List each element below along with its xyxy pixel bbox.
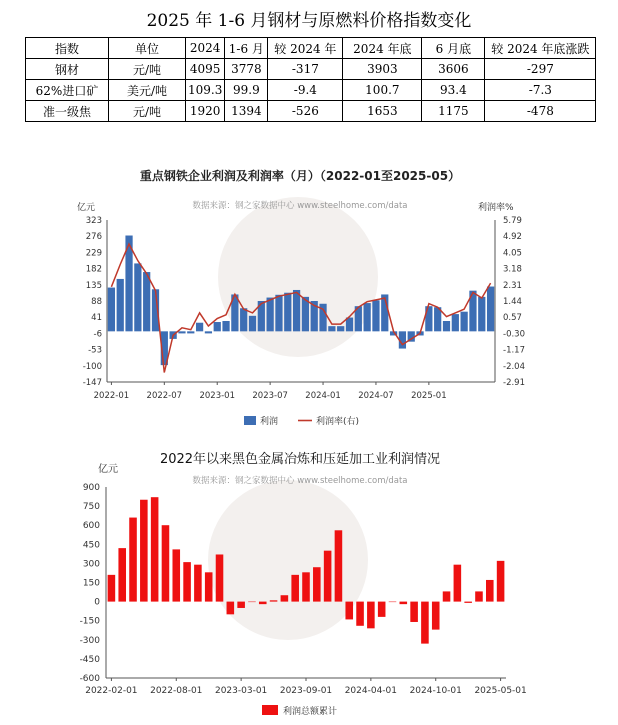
x-tick-label: 2023-01 xyxy=(199,391,235,401)
bar-profit-total xyxy=(259,602,267,605)
x-tick-label: 2022-07 xyxy=(146,391,183,401)
table-header-cell: 指数 xyxy=(26,38,109,59)
bar-profit-total xyxy=(497,561,505,602)
table-cell: 3778 xyxy=(225,59,268,80)
bar-profit-total xyxy=(248,602,256,603)
bar-profit xyxy=(284,293,291,332)
y-axis-right-label: 利润率% xyxy=(478,203,514,213)
bar-profit xyxy=(205,331,212,333)
table-header-cell: 较 2024 年底涨跌 xyxy=(485,38,596,59)
table-cell: 1920 xyxy=(186,101,225,122)
bar-profit-total xyxy=(313,567,321,601)
bar-profit-total xyxy=(237,602,245,608)
bar-profit xyxy=(364,303,371,331)
bar-profit xyxy=(478,297,485,331)
y-tick-label: 0 xyxy=(94,597,100,608)
table-cell: 钢材 xyxy=(26,59,109,80)
bar-profit-total xyxy=(400,602,408,605)
y-tick-label: 750 xyxy=(82,502,100,513)
table-cell: 元/吨 xyxy=(109,59,186,80)
bar-profit-total xyxy=(183,562,191,601)
table-cell: -478 xyxy=(485,101,596,122)
bar-profit-total xyxy=(454,565,462,602)
y-tick-label: -147 xyxy=(82,378,102,388)
bar-profit xyxy=(117,279,124,331)
bar-profit xyxy=(487,287,494,332)
chart-source: 数据来源：钢之家数据中心 www.steelhome.com/data xyxy=(192,201,408,211)
watermark-logo xyxy=(208,480,368,640)
legend-label-profit: 利润 xyxy=(260,417,279,427)
bar-profit-total xyxy=(378,602,386,617)
y-tick-label: 135 xyxy=(85,280,102,291)
bar-profit-total xyxy=(291,575,299,602)
bar-profit-total xyxy=(486,580,494,602)
bar-profit xyxy=(108,288,115,332)
table-header-cell: 1-6 月 xyxy=(225,38,268,59)
y-right-tick-label: 2.31 xyxy=(503,280,522,291)
y-tick-label: -53 xyxy=(88,345,102,356)
y-tick-label: -150 xyxy=(79,616,100,627)
industry-profit-chart xyxy=(0,443,618,725)
bar-profit-total xyxy=(216,554,224,601)
x-tick-label: 2022-01 xyxy=(93,391,130,401)
bar-profit-total xyxy=(151,497,159,601)
y-tick-label: -100 xyxy=(82,361,102,372)
y-tick-label: -450 xyxy=(79,654,100,665)
table-row xyxy=(26,59,596,80)
y-tick-label: 182 xyxy=(85,264,102,275)
y-tick-label: 229 xyxy=(85,248,102,259)
bar-profit-total xyxy=(410,602,418,622)
y-tick-label: 150 xyxy=(82,578,100,589)
legend-label-margin: 利润率(右) xyxy=(316,417,360,427)
bar-profit-total xyxy=(108,575,116,602)
y-axis-label: 亿元 xyxy=(77,203,96,213)
price-index-table xyxy=(25,37,596,122)
legend-label: 利润总额累计 xyxy=(283,707,338,717)
y-tick-label: 600 xyxy=(82,521,100,532)
bar-profit-total xyxy=(270,600,278,601)
chart-title: 重点钢铁企业利润及利润率（月）（2022-01至2025-05） xyxy=(139,169,461,183)
x-tick-label: 2024-04-01 xyxy=(344,686,398,696)
bar-profit-total xyxy=(281,595,289,601)
table-cell: 1175 xyxy=(422,101,485,122)
x-tick-label: 2023-09-01 xyxy=(279,686,333,696)
x-tick-label: 2023-07 xyxy=(252,391,288,401)
y-tick-label: 300 xyxy=(82,559,100,570)
bar-profit xyxy=(134,263,141,331)
table-cell: 99.9 xyxy=(225,80,268,101)
bar-profit xyxy=(143,272,150,331)
bar-profit-total xyxy=(162,525,170,601)
table-row xyxy=(26,80,596,101)
table-cell: 1394 xyxy=(225,101,268,122)
bar-profit-total xyxy=(443,591,451,601)
x-tick-label: 2024-07 xyxy=(358,391,394,401)
y-tick-label: 88 xyxy=(91,297,102,307)
table-header-row xyxy=(26,38,596,59)
bar-profit xyxy=(337,326,344,331)
y-tick-label: 323 xyxy=(85,216,102,226)
bar-profit xyxy=(443,321,450,331)
table-cell: -297 xyxy=(485,59,596,80)
y-right-tick-label: 0.57 xyxy=(503,313,522,324)
bar-profit xyxy=(222,321,229,331)
bar-profit xyxy=(267,298,274,332)
bar-profit xyxy=(328,326,335,331)
page-title: 2025 年 1-6 月钢材与原燃料价格指数变化 xyxy=(146,11,472,31)
bar-profit xyxy=(187,331,194,333)
bar-profit-total xyxy=(389,602,397,603)
bar-profit-total xyxy=(464,602,472,603)
table-cell: -7.3 xyxy=(485,80,596,101)
table-cell: 100.7 xyxy=(343,80,422,101)
y-right-tick-label: 1.44 xyxy=(503,297,522,307)
table-header-cell: 2024 xyxy=(186,38,225,59)
bar-profit xyxy=(293,290,300,331)
x-tick-label: 2024-01 xyxy=(305,391,341,401)
x-tick-label: 2023-03-01 xyxy=(214,686,268,696)
bar-profit-total xyxy=(118,548,126,601)
bar-profit-total xyxy=(421,602,429,644)
bar-profit xyxy=(452,314,459,331)
x-tick-label: 2022-08-01 xyxy=(150,686,203,696)
x-tick-label: 2025-05-01 xyxy=(474,686,527,696)
bar-profit-total xyxy=(205,572,213,601)
bar-profit-total xyxy=(335,530,343,601)
bar-profit-total xyxy=(140,500,148,602)
table-cell: 109.3 xyxy=(186,80,225,101)
y-tick-label: -600 xyxy=(79,674,100,684)
bar-profit-total xyxy=(172,549,180,601)
bar-profit xyxy=(196,323,203,332)
table-cell: -317 xyxy=(268,59,343,80)
bar-profit-total xyxy=(194,565,202,602)
chart-source: 数据来源：钢之家数据中心 www.steelhome.com/data xyxy=(192,476,408,486)
y-right-tick-label: -0.30 xyxy=(503,329,525,340)
bar-profit xyxy=(249,316,256,332)
bar-profit xyxy=(461,312,468,332)
y-tick-label: 450 xyxy=(82,540,100,551)
profit-margin-chart xyxy=(0,160,618,435)
y-right-tick-label: -1.17 xyxy=(503,345,525,356)
bar-profit-total xyxy=(475,591,483,601)
bar-profit-total xyxy=(356,602,364,626)
y-tick-label: 41 xyxy=(91,313,102,324)
table-cell: 元/吨 xyxy=(109,101,186,122)
y-right-tick-label: 4.05 xyxy=(503,248,522,259)
table-header-cell: 单位 xyxy=(109,38,186,59)
table-cell: 62%进口矿 xyxy=(26,80,109,101)
y-tick-label: 276 xyxy=(85,232,102,243)
table-cell: 93.4 xyxy=(422,80,485,101)
table-header-cell: 2024 年底 xyxy=(343,38,422,59)
bar-profit-total xyxy=(324,551,332,602)
table-cell: 准一级焦 xyxy=(26,101,109,122)
bar-profit xyxy=(275,295,282,332)
table-cell: 3606 xyxy=(422,59,485,80)
y-tick-label: -300 xyxy=(79,635,100,646)
bar-profit xyxy=(214,322,221,331)
bar-profit-total xyxy=(432,602,440,630)
bar-profit-total xyxy=(129,518,137,602)
y-axis-label: 亿元 xyxy=(98,464,118,475)
table-cell: 3903 xyxy=(343,59,422,80)
y-tick-label: 900 xyxy=(82,483,100,493)
table-cell: -526 xyxy=(268,101,343,122)
legend xyxy=(244,415,359,427)
legend-swatch xyxy=(262,705,278,715)
watermark-logo xyxy=(218,197,378,357)
table-cell: 1653 xyxy=(343,101,422,122)
y-tick-label: -6 xyxy=(93,329,102,340)
legend xyxy=(262,705,337,717)
bar-profit-total xyxy=(345,602,353,620)
table-header-cell: 6 月底 xyxy=(422,38,485,59)
bar-profit-total xyxy=(227,602,235,615)
y-right-tick-label: -2.04 xyxy=(503,361,525,372)
chart-title: 2022年以来黑色金属冶炼和压延加工业利润情况 xyxy=(159,452,441,467)
table-cell: 4095 xyxy=(186,59,225,80)
bar-profit xyxy=(240,308,247,331)
x-tick-label: 2022-02-01 xyxy=(85,686,138,696)
legend-swatch-profit xyxy=(244,416,256,425)
y-right-tick-label: 3.18 xyxy=(503,264,522,275)
y-right-tick-label: 4.92 xyxy=(503,232,522,243)
y-right-tick-label: 5.79 xyxy=(503,216,522,226)
bar-profit xyxy=(372,300,379,331)
table-header-cell: 较 2024 年 xyxy=(268,38,343,59)
table-row xyxy=(26,101,596,122)
bar-profit-total xyxy=(367,602,375,629)
y-right-tick-label: -2.91 xyxy=(503,378,525,388)
x-tick-label: 2024-10-01 xyxy=(409,686,462,696)
table-cell: -9.4 xyxy=(268,80,343,101)
bar-profit xyxy=(178,331,185,333)
bar-profit-total xyxy=(302,572,310,601)
x-tick-label: 2025-01 xyxy=(411,391,447,401)
table-cell: 美元/吨 xyxy=(109,80,186,101)
